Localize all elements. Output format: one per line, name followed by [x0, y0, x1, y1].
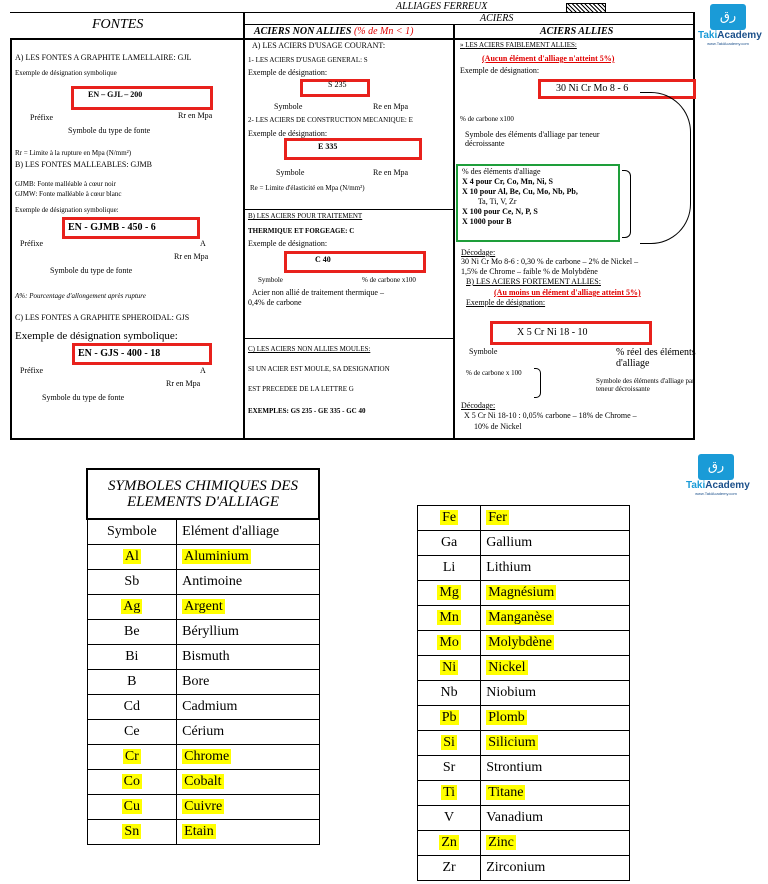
al-decodage-line-2: 1,5% de Chrome – faible % de Molybdène	[461, 267, 598, 276]
symbol-text: Mn	[439, 610, 459, 625]
table-header-row	[87, 519, 319, 544]
label-rr-1: Rr en Mpa	[178, 111, 213, 120]
element-text: Aluminium	[184, 548, 249, 564]
table-row	[87, 594, 319, 619]
symbol-text: Ti	[443, 785, 456, 800]
al-label-symbole: Symbole	[469, 347, 498, 356]
symbol-cell	[418, 781, 481, 806]
table-row	[418, 706, 630, 731]
symbol-cell	[418, 531, 481, 556]
moules-2: EST PRECEDEE DE LA LETTRE G	[248, 385, 354, 393]
table-row	[418, 731, 630, 756]
fontes-b-title: B) LES FONTES MALLEABLES: GJMB	[15, 160, 152, 169]
table-row	[418, 781, 630, 806]
element-text: Chrome	[184, 748, 230, 764]
symbol-cell	[418, 706, 481, 731]
element-cell	[177, 769, 319, 794]
na-b-title-2: THERMIQUE ET FORGEAGE: C	[248, 227, 355, 235]
symbol-text: Li	[442, 560, 456, 575]
table-row	[418, 806, 630, 831]
table-row	[87, 569, 319, 594]
table-row	[418, 531, 630, 556]
al-b-note: (Au moins un élément d'alliage atteint 5%)	[494, 288, 641, 297]
re-definition: Re = Limite d'élasticité en Mpa (N/mm²)	[250, 184, 365, 192]
takiacademy-logo-name: TakiAcademy	[686, 480, 750, 491]
element-cell	[481, 506, 630, 531]
element-cell	[481, 806, 630, 831]
label-a-2: A	[200, 239, 206, 248]
symbol-cell	[418, 606, 481, 631]
symbol-text: Al	[124, 548, 139, 564]
symbol-text: Si	[443, 735, 455, 750]
al-a-title: » LES ACIERS FAIBLEMENT ALLIES:	[460, 41, 577, 49]
element-text: Plomb	[488, 710, 525, 725]
symbol-cell	[87, 794, 177, 819]
symbol-cell	[418, 856, 481, 881]
symbol-text: Sb	[124, 573, 140, 589]
green-line: X 1000 pour B	[462, 217, 512, 226]
symbol-text: Be	[124, 623, 140, 639]
col-header-symbole: Symbole	[87, 519, 177, 544]
curved-arrow	[640, 92, 691, 244]
al-pct-carbone-2: % de carbone x 100	[466, 369, 522, 377]
brace-left	[534, 368, 541, 398]
col-divider-2	[453, 24, 455, 440]
symbol-text: B	[127, 673, 137, 689]
symbol-cell	[87, 669, 177, 694]
table-row	[87, 544, 319, 569]
element-text: Bore	[182, 673, 210, 689]
symbol-cell	[418, 581, 481, 606]
green-line: Ta, Ti, V, Zr	[462, 197, 517, 206]
symbol-cell	[418, 556, 481, 581]
code-gjs: EN - GJS - 400 - 18	[78, 348, 161, 359]
element-cell	[481, 781, 630, 806]
al-symb-elem: Symbole des éléments d'alliage par teneur décroissante	[465, 130, 600, 148]
na-ex-1: Exemple de désignation:	[248, 68, 328, 77]
table-row	[87, 769, 319, 794]
element-cell	[481, 756, 630, 781]
rr-definition: Rr = Limite à la rupture en Mpa (N/mm²)	[15, 149, 132, 157]
symbol-cell	[87, 719, 177, 744]
symbol-text: Ag	[123, 598, 141, 614]
symbol-text: Pb	[441, 710, 457, 725]
symbol-text: Nb	[440, 685, 458, 700]
al-ex-1: Exemple de désignation:	[460, 66, 540, 75]
table-row	[87, 744, 319, 769]
element-text: Vanadium	[486, 810, 543, 825]
symbol-text: Ce	[124, 723, 140, 739]
green-line: X 100 pour Ce, N, P, S	[462, 207, 538, 216]
element-cell	[177, 544, 319, 569]
c-desc-2: 0,4% de carbone	[248, 298, 302, 307]
element-cell	[177, 644, 319, 669]
fontes-b-example: Exemple de désignation symbolique:	[15, 206, 119, 214]
fontes-c-title: C) LES FONTES A GRAPHITE SPHEROIDAL: GJS	[15, 313, 190, 322]
symbol-cell	[87, 544, 177, 569]
fontes-a-title: A) LES FONTES A GRAPHITE LAMELLAIRE: GJL	[15, 53, 192, 62]
symbol-text: V	[444, 810, 455, 825]
takiacademy-logo-url: www.TakiAcademy.com	[695, 491, 737, 496]
aciers-allies-header: ACIERS ALLIES	[540, 26, 614, 37]
table-body	[418, 506, 630, 881]
table-row	[87, 819, 319, 844]
element-cell	[481, 856, 630, 881]
top-rule	[10, 12, 694, 13]
label-prefixe-2: Préfixe	[20, 239, 44, 248]
symbol-text: Ga	[440, 535, 458, 550]
c-desc-1: Acier non allié de traitement thermique –	[252, 288, 384, 297]
table-row	[418, 681, 630, 706]
al-pct-reel: % réel des éléments d'alliage	[616, 347, 696, 369]
element-text: Etain	[184, 823, 214, 839]
element-cell	[177, 569, 319, 594]
symbol-text: Fe	[442, 510, 457, 525]
al-decodage-2: Décodage:	[461, 401, 496, 410]
elements-table-1	[86, 468, 320, 845]
bottom-rule	[10, 438, 694, 440]
aciers-non-allies-header: ACIERS NON ALLIES (% de Mn < 1)	[254, 26, 414, 37]
green-line: % des éléments d'alliage	[462, 167, 541, 176]
na-ex-2: Exemple de désignation:	[248, 129, 328, 138]
table-row	[87, 694, 319, 719]
table-row	[418, 856, 630, 881]
code-e: E 335	[318, 142, 338, 151]
table-row	[87, 669, 319, 694]
symbol-cell	[87, 769, 177, 794]
element-text: Cobalt	[184, 773, 222, 789]
takiacademy-logo-url: www.TakiAcademy.com	[707, 41, 749, 46]
moules-examples: EXEMPLES: GS 235 - GE 335 - GC 40	[248, 407, 366, 415]
symbol-text: Co	[123, 773, 140, 789]
element-text: Molybdène	[488, 635, 552, 650]
element-cell	[177, 694, 319, 719]
al-decodage-line-1: 30 Ni Cr Mo 8-6 : 0,30 % de carbone – 2% de Nickel –	[461, 257, 639, 266]
code-box-c	[284, 251, 426, 273]
element-text: Zinc	[488, 835, 514, 850]
label-re-e: Re en Mpa	[373, 168, 409, 177]
symbol-text: Zn	[441, 835, 457, 850]
symbol-text: Mo	[439, 635, 459, 650]
gjmb-def: GJMB: Fonte malléable à cœur noir	[15, 180, 116, 188]
table-row	[418, 606, 630, 631]
al-pct-carbone: % de carbone x100	[460, 115, 514, 123]
symbol-cell	[87, 644, 177, 669]
table-row	[418, 506, 630, 531]
element-cell	[177, 594, 319, 619]
element-text: Niobium	[486, 685, 536, 700]
symbol-cell	[418, 756, 481, 781]
symbol-text: Zr	[442, 860, 456, 875]
fontes-header: FONTES	[92, 17, 144, 32]
takiacademy-logo-icon: رق	[698, 454, 734, 480]
symbol-cell	[87, 819, 177, 844]
moules-1: SI UN ACIER EST MOULE, SA DESIGNATION	[248, 365, 390, 373]
element-cell	[177, 719, 319, 744]
al-decodage-line-3: X 5 Cr Ni 18-10 : 0,05% carbone – 18% de Chrome –	[464, 411, 637, 420]
element-text: Antimoine	[182, 573, 243, 589]
element-cell	[177, 669, 319, 694]
label-prefixe-3: Préfixe	[20, 366, 44, 375]
al-symb-elem-2: Symbole des éléments d'alliage par teneur décroissante	[596, 377, 695, 393]
takiacademy-logo-top	[698, 4, 762, 46]
a-pct-def: A%: Pourcentage d'allongement après rupture	[15, 292, 146, 300]
element-text: Bismuth	[182, 648, 230, 664]
element-cell	[481, 731, 630, 756]
label-prefixe-1: Préfixe	[30, 113, 54, 122]
green-line: X 10 pour Al, Be, Cu, Mo, Nb, Pb,	[462, 187, 578, 196]
table-row	[418, 656, 630, 681]
table-row	[418, 581, 630, 606]
green-factor-list	[462, 167, 578, 227]
element-cell	[481, 631, 630, 656]
al-decodage-1: Décodage:	[461, 248, 496, 257]
na-ex-3: Exemple de désignation:	[248, 239, 328, 248]
label-symbole-e: Symbole	[276, 168, 305, 177]
element-text: Cuivre	[184, 798, 223, 814]
table-row	[87, 644, 319, 669]
code-c: C 40	[315, 255, 331, 264]
label-symbole-type-3: Symbole du type de fonte	[42, 393, 125, 402]
green-line: X 4 pour Cr, Co, Mn, Ni, S	[462, 177, 553, 186]
element-text: Manganèse	[488, 610, 552, 625]
na-a-title: A) LES ACIERS D'USAGE COURANT:	[252, 41, 386, 50]
element-cell	[177, 619, 319, 644]
symbol-cell	[87, 569, 177, 594]
brace-right	[622, 170, 631, 238]
symbol-text: Mg	[439, 585, 459, 600]
table-row	[87, 794, 319, 819]
fontes-c-example: Exemple de désignation symbolique:	[15, 330, 178, 342]
table-row	[418, 756, 630, 781]
symbol-text: Bi	[125, 648, 139, 664]
col2-rule-1	[243, 209, 453, 210]
elements-table-2	[417, 505, 630, 881]
element-text: Béryllium	[182, 623, 239, 639]
fontes-a-example: Exemple de désignation symbolique	[15, 69, 117, 77]
right-border	[693, 12, 695, 440]
gjmw-def: GJMW: Fonte malléable à cœur blanc	[15, 190, 122, 198]
table-row	[87, 619, 319, 644]
element-cell	[481, 531, 630, 556]
na-a1: 1- LES ACIERS D'USAGE GENERAL: S	[248, 56, 368, 64]
symbol-text: Ni	[442, 660, 457, 675]
aciers-header: ACIERS	[480, 13, 514, 24]
code-x5crni: X 5 Cr Ni 18 - 10	[517, 327, 588, 338]
table-row	[418, 631, 630, 656]
sub-rule	[243, 24, 693, 25]
element-text: Argent	[184, 598, 223, 614]
symbol-text: Cr	[124, 748, 139, 764]
na-b-title-1: B) LES ACIERS POUR TRAITEMENT	[248, 212, 363, 220]
symbol-text: Sn	[124, 823, 140, 839]
symbol-cell	[418, 806, 481, 831]
takiacademy-logo-mid	[686, 454, 750, 496]
table-title-row	[87, 469, 319, 519]
symbol-cell	[87, 594, 177, 619]
element-cell	[177, 819, 319, 844]
na-a2: 2- LES ACIERS DE CONSTRUCTION MECANIQUE: E	[248, 116, 413, 124]
table-row	[87, 719, 319, 744]
code-gjmb: EN - GJMB - 450 - 6	[68, 222, 156, 233]
symbol-text: Cu	[123, 798, 140, 814]
label-pct-carbone-c: % de carbone x100	[362, 276, 416, 284]
element-text: Gallium	[486, 535, 533, 550]
element-cell	[481, 581, 630, 606]
table-row	[418, 556, 630, 581]
al-decodage-line-4: 10% de Nickel	[474, 422, 522, 431]
symbol-cell	[418, 631, 481, 656]
label-rr-3: Rr en Mpa	[166, 379, 201, 388]
symbol-cell	[418, 506, 481, 531]
table-title: SYMBOLES CHIMIQUES DES ELEMENTS D'ALLIAGE	[87, 469, 319, 519]
takiacademy-logo-icon: رق	[710, 4, 746, 30]
label-a-3: A	[200, 366, 206, 375]
element-cell	[481, 681, 630, 706]
element-cell	[481, 606, 630, 631]
doc-title: ALLIAGES FERREUX	[396, 1, 488, 12]
code-gjl: EN – GJL – 200	[88, 90, 143, 99]
symbol-cell	[418, 731, 481, 756]
element-text: Fer	[488, 510, 507, 525]
symbol-cell	[87, 744, 177, 769]
element-cell	[177, 744, 319, 769]
element-text: Silicium	[488, 735, 536, 750]
col-divider-1	[243, 12, 245, 440]
element-text: Lithium	[486, 560, 532, 575]
element-text: Titane	[488, 785, 524, 800]
element-cell	[481, 706, 630, 731]
label-re-s: Re en Mpa	[373, 102, 409, 111]
element-text: Magnésium	[488, 585, 555, 600]
element-text: Cérium	[182, 723, 225, 739]
takiacademy-logo-name: TakiAcademy	[698, 30, 762, 41]
al-a-note: (Aucun élément d'alliage n'atteint 5%)	[482, 54, 615, 63]
element-text: Zirconium	[486, 860, 546, 875]
symbol-cell	[418, 681, 481, 706]
code-30nicrmo: 30 Ni Cr Mo 8 - 6	[556, 83, 629, 94]
al-ex-2: Exemple de désignation:	[466, 298, 546, 307]
label-symbole-s: Symbole	[274, 102, 303, 111]
symbol-text: Cd	[123, 698, 140, 714]
code-s: S 235	[328, 80, 347, 89]
element-cell	[481, 656, 630, 681]
symbol-cell	[87, 694, 177, 719]
label-symbole-type-2: Symbole du type de fonte	[50, 266, 133, 275]
element-cell	[481, 831, 630, 856]
symbol-cell	[87, 619, 177, 644]
element-text: Strontium	[486, 760, 543, 775]
table-body	[87, 544, 319, 844]
element-cell	[481, 556, 630, 581]
table-row	[418, 831, 630, 856]
label-rr-2: Rr en Mpa	[174, 252, 209, 261]
element-text: Cadmium	[182, 698, 238, 714]
symbol-text: Sr	[442, 760, 456, 775]
label-symbole-c: Symbole	[258, 276, 283, 284]
moules-title: C) LES ACIERS NON ALLIES MOULES:	[248, 345, 371, 353]
al-b-title: B) LES ACIERS FORTEMENT ALLIES:	[466, 277, 601, 286]
col-header-element: Elément d'alliage	[177, 519, 319, 544]
symbol-cell	[418, 831, 481, 856]
element-cell	[177, 794, 319, 819]
element-text: Nickel	[488, 660, 526, 675]
symbol-cell	[418, 656, 481, 681]
col2-rule-2	[243, 338, 453, 339]
label-symbole-type-1: Symbole du type de fonte	[68, 126, 151, 135]
code-box-e	[284, 138, 422, 160]
left-border	[10, 40, 12, 440]
header-rule	[10, 38, 694, 40]
